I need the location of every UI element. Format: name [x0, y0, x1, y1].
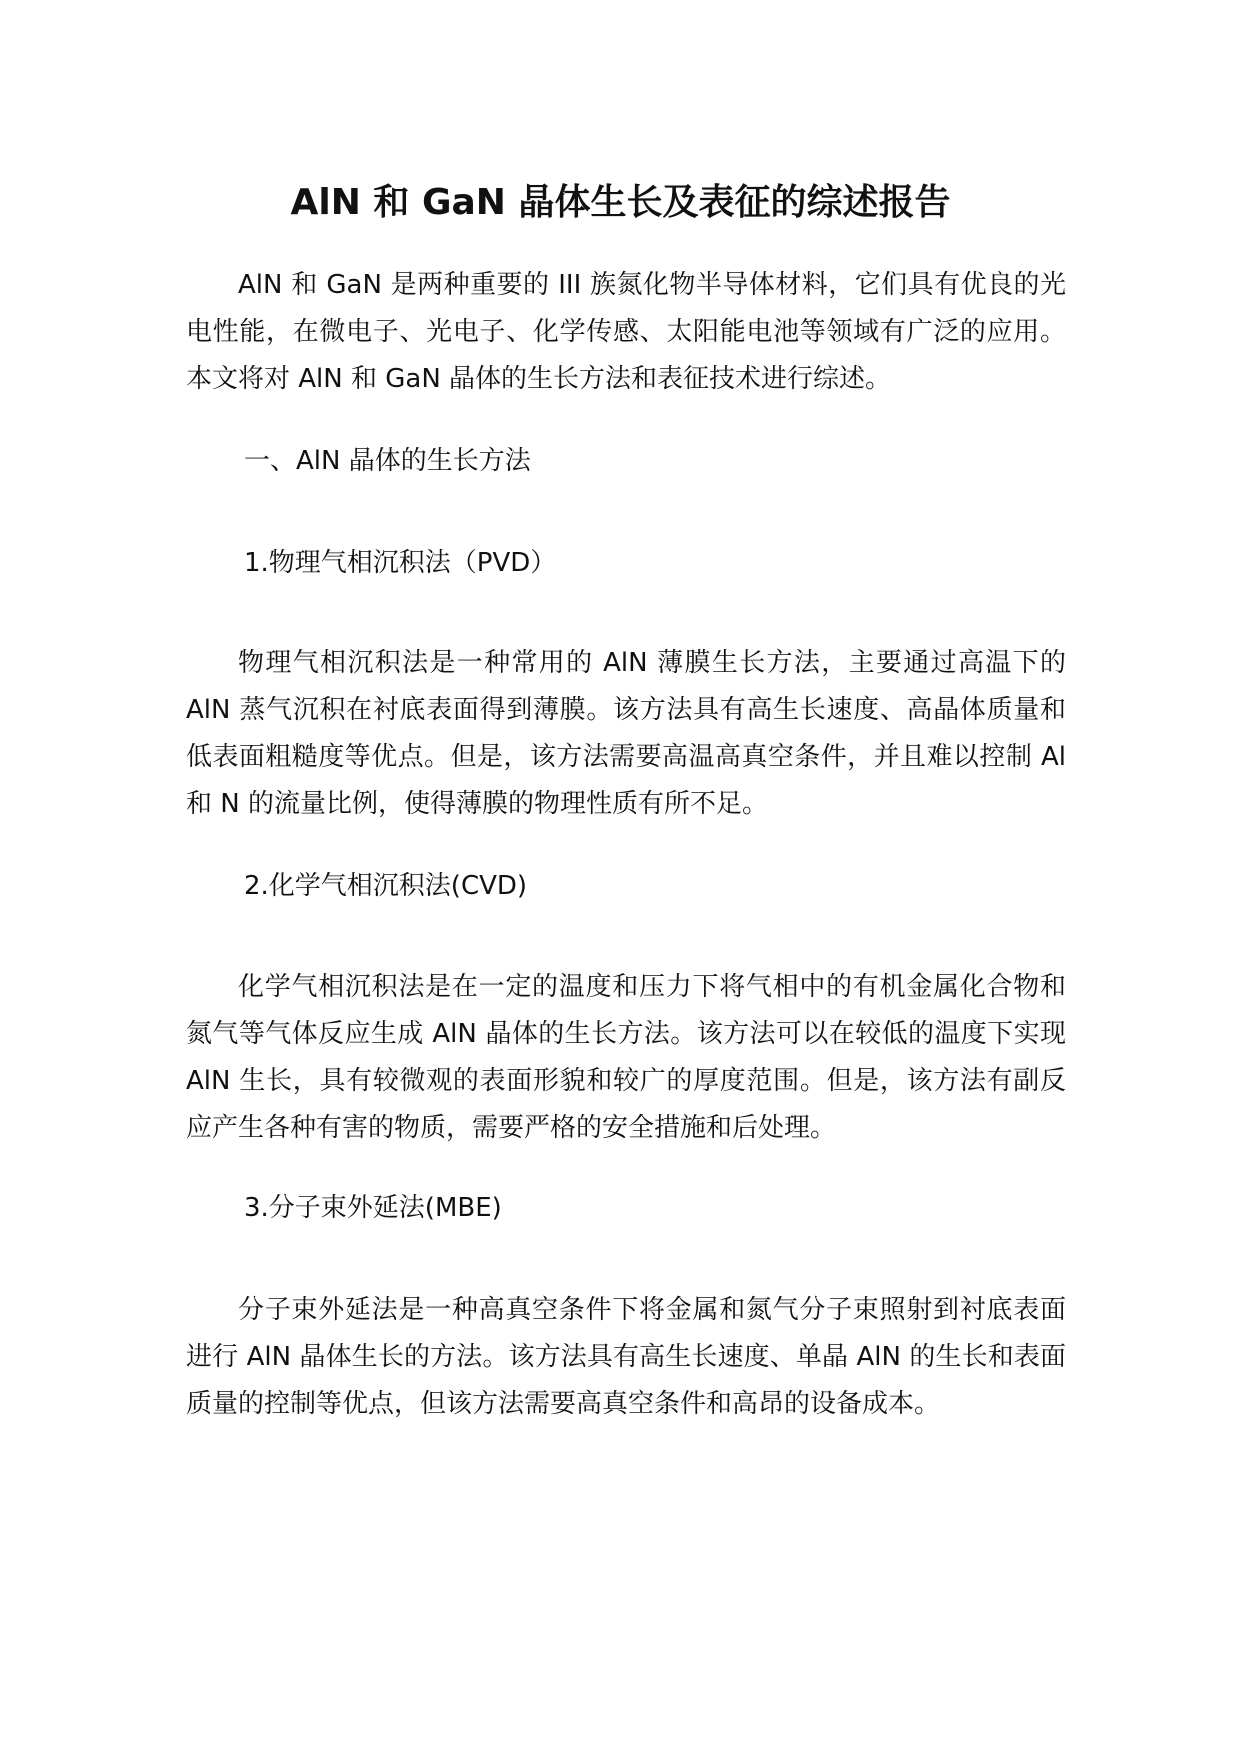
cvd-paragraph	[186, 964, 1066, 1152]
subsection-heading-cvd: 2.化学气相沉积法(CVD)	[244, 871, 528, 901]
intro-text: AlN 和 GaN 是两种重要的 III 族氮化物半导体材料，它们具有优良的光电性能，在微电子、光电子、化学传感、太阳能电池等领域有广泛的应用。本文将对 AlN 和 GaN 晶体的生长方法和表征技术进行综述。	[186, 270, 1066, 394]
mbe-paragraph	[186, 1287, 1066, 1428]
mbe-text: 分子束外延法是一种高真空条件下将金属和氮气分子束照射到衬底表面进行 AlN 晶体生长的方法。该方法具有高生长速度、单晶 AlN 的生长和表面质量的控制等优点，但该方法需要高真空条件和高昂的设备成本。	[186, 1295, 1066, 1419]
subsection-heading-mbe: 3.分子束外延法(MBE)	[244, 1193, 502, 1223]
pvd-text: 物理气相沉积法是一种常用的 AlN 薄膜生长方法，主要通过高温下的 AlN 蒸气沉积在衬底表面得到薄膜。该方法具有高生长速度、高晶体质量和低表面粗糙度等优点。但是，该方法需要高温高真空条件，并且难以控制 Al 和 N 的流量比例，使得薄膜的物理性质有所不足。	[186, 648, 1066, 819]
document-title: AlN 和 GaN 晶体生长及表征的综述报告	[290, 182, 951, 223]
intro-paragraph	[186, 262, 1066, 403]
pvd-paragraph	[186, 640, 1066, 828]
cvd-text: 化学气相沉积法是在一定的温度和压力下将气相中的有机金属化合物和氮气等气体反应生成 AlN 晶体的生长方法。该方法可以在较低的温度下实现 AlN 生长，具有较微观的表面形貌和较广的厚度范围。但是，该方法有副反应产生各种有害的物质，需要严格的安全措施和后处理。	[186, 972, 1066, 1143]
subsection-heading-pvd: 1.物理气相沉积法（PVD）	[244, 548, 557, 578]
section-heading-aln-growth: 一、AlN 晶体的生长方法	[244, 446, 531, 476]
